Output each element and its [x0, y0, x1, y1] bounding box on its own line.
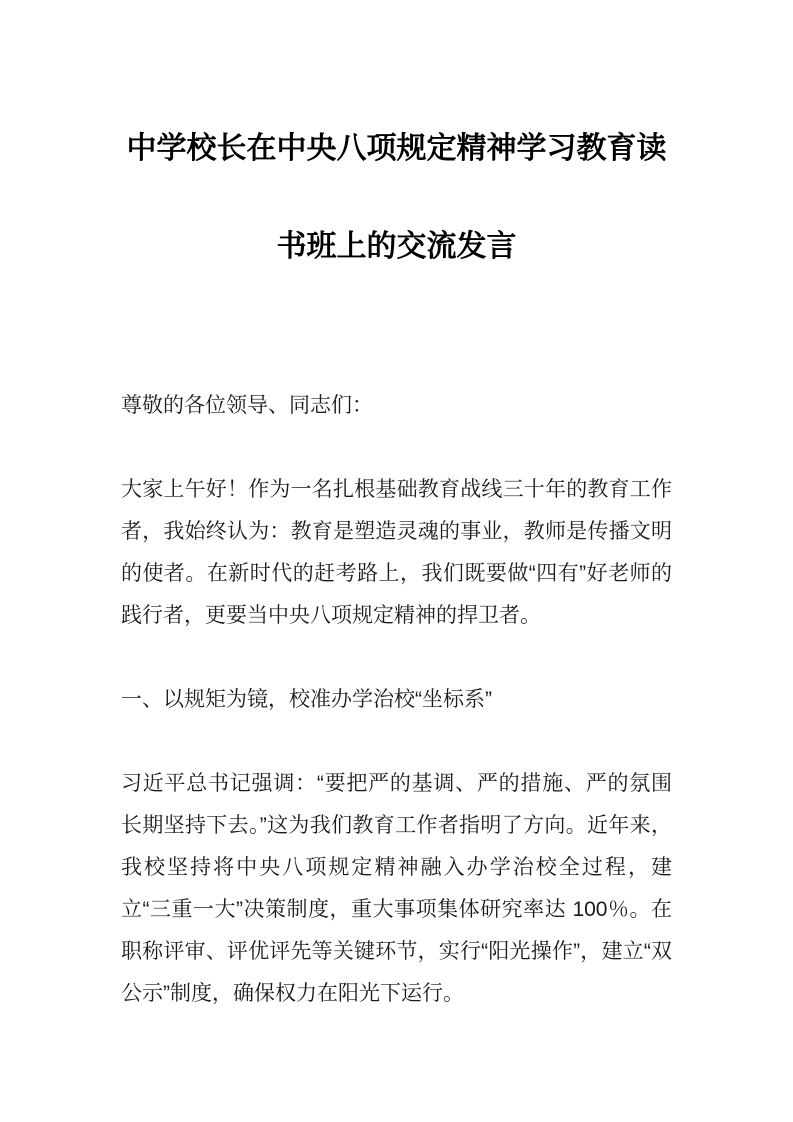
paragraph-greeting: 大家上午好！作为一名扎根基础教育战线三十年的教育工作者，我始终认为：教育是塑造灵魂的事业，教师是传播文明的使者。在新时代的赶考路上，我们既要做“四有”好老师的践行者，更要当中央八项规定精神的捍卫者。	[121, 478, 672, 627]
document-title-line-2: 书班上的交流发言	[276, 230, 517, 263]
document-title	[121, 100, 672, 296]
section-heading-1: 一、以规矩为镜，校准办学治校“坐标系”	[121, 688, 492, 711]
document-title-line-1: 中学校长在中央八项规定精神学习教育读	[126, 132, 667, 165]
paragraph-section-1: 习近平总书记强调：“要把严的基调、严的措施、严的氛围长期坚持下去。”这为我们教育工作者指明了方向。近年来，我校坚持将中央八项规定精神融入办学治校全过程，建立“三重一大”决策制度，重大事项集体研究率达 100％。在职称评审、评优评先等关键环节，实行“阳光操作”，建立“双公示”制度，确保权力在阳光下运行。	[121, 772, 672, 1005]
salutation: 尊敬的各位领导、同志们：	[121, 394, 373, 417]
